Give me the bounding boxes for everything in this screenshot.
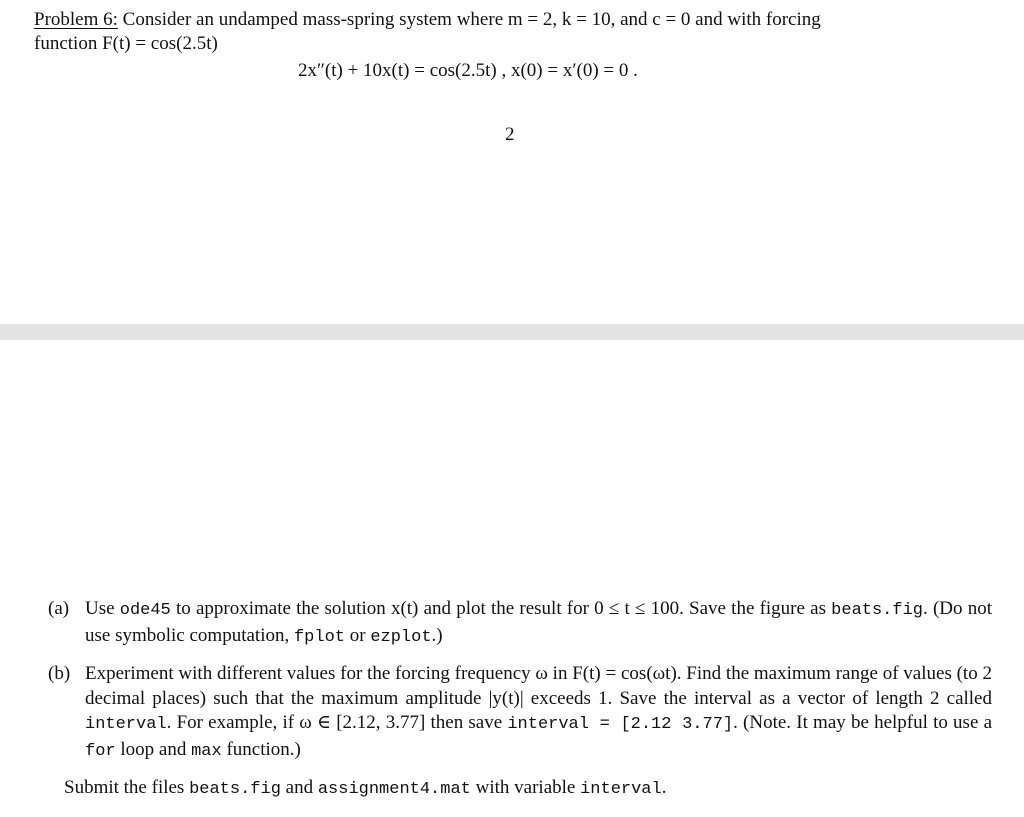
code-beats-fig-file: beats.fig xyxy=(189,780,281,799)
problem-line-2: function F(t) = cos(2.5t) xyxy=(34,33,218,54)
page-separator xyxy=(0,324,1024,340)
submit-line: Submit the files beats.fig and assignment4.mat with variable interval. xyxy=(64,777,667,799)
problem-label: Problem 6: xyxy=(34,9,118,30)
part-b-label: (b) xyxy=(48,663,71,684)
problem-statement: Consider an undamped mass-spring system where m = 2, k = 10, and c = 0 and with forcing xyxy=(122,9,821,30)
problem-line-1 xyxy=(34,9,821,31)
code-beats-fig: beats.fig xyxy=(831,601,923,620)
code-interval: interval xyxy=(85,715,167,734)
part-b-text: Experiment with different values for the forcing frequency ω in F(t) = cos(ωt). Find the maximum range of values (to 2 decimal places) such that the maximum amplitude |y(t)| exceeds 1. Save the interval as a vector of length 2 called interval. For example, if ω ∈ [2.12, 3.77] then save interval = [2.12 3.77]. (Note. It may be helpful to use a for loop and max function.) xyxy=(85,663,993,761)
code-assignment-mat: assignment4.mat xyxy=(317,780,471,799)
code-ezplot: ezplot xyxy=(370,627,432,647)
page-number: 2 xyxy=(505,124,515,145)
code-interval-var: interval xyxy=(580,780,662,799)
code-fplot: fplot xyxy=(293,627,345,647)
code-interval-example: interval = [2.12 3.77] xyxy=(507,715,734,734)
part-b xyxy=(48,662,992,764)
part-a-text: Use ode45 to approximate the solution x(t) and plot the result for 0 ≤ t ≤ 100. Save the figure as beats.fig. (Do not use symbolic computation, fplot or ezplot.) xyxy=(85,598,992,647)
equation: 2x″(t) + 10x(t) = cos(2.5t) , x(0) = x′(0) = 0 . xyxy=(298,60,638,81)
code-for: for xyxy=(85,741,116,761)
code-ode45: ode45 xyxy=(119,601,171,620)
part-a-label: (a) xyxy=(48,598,70,619)
part-a xyxy=(48,597,992,650)
code-max: max xyxy=(191,741,222,761)
